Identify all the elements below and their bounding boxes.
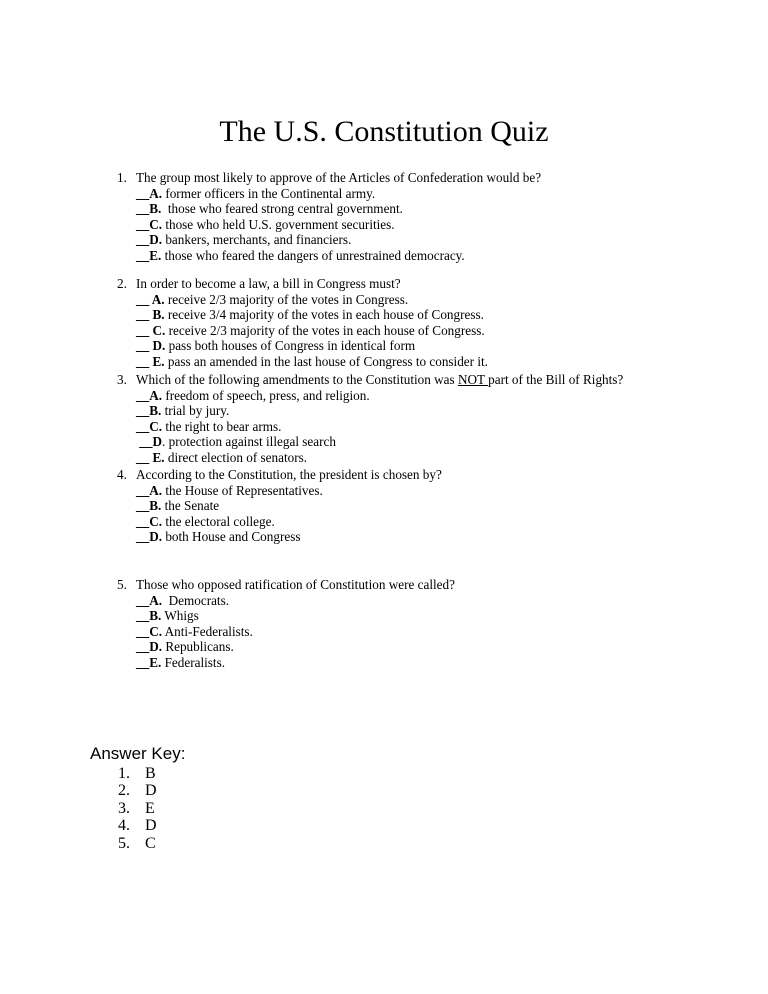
answer-option[interactable] xyxy=(136,403,370,419)
answer-key-item xyxy=(90,835,185,853)
option-text: those who held U.S. government securities. xyxy=(162,216,395,232)
option-text: pass both houses of Congress in identical form xyxy=(165,338,416,354)
option-text: Anti-Federalists. xyxy=(162,623,253,639)
question-number: 5. xyxy=(117,577,127,592)
answer-blank[interactable]: __ xyxy=(136,353,153,369)
option-text: freedom of speech, press, and religion. xyxy=(162,387,370,403)
answer-key-item xyxy=(90,765,185,783)
option-letter: D. xyxy=(149,639,163,655)
option-list xyxy=(136,292,488,370)
answer-option[interactable] xyxy=(136,624,253,640)
answer-number: 5. xyxy=(118,834,130,852)
option-list xyxy=(136,593,253,671)
answer-option[interactable] xyxy=(136,186,465,202)
answer-option[interactable] xyxy=(136,434,370,450)
question-text: Those who opposed ratification of Constitution were called? xyxy=(136,577,455,592)
option-text: direct election of senators. xyxy=(164,449,308,465)
answer-option[interactable] xyxy=(136,514,323,530)
question-text: part of the Bill of Rights? xyxy=(488,372,624,387)
answer-option[interactable] xyxy=(136,483,323,499)
answer-number: 1. xyxy=(118,764,130,782)
question-number: 4. xyxy=(117,467,127,482)
answer-option[interactable] xyxy=(136,388,370,404)
option-text: Federalists. xyxy=(161,654,226,670)
option-text: former officers in the Continental army. xyxy=(162,185,376,201)
answer-blank[interactable]: __ xyxy=(136,608,150,624)
answer-blank[interactable]: __ xyxy=(136,498,150,514)
option-text: Republicans. xyxy=(162,639,234,655)
answer-blank[interactable]: __ xyxy=(136,338,153,354)
answer-value: D xyxy=(145,817,157,834)
answer-blank[interactable]: __ xyxy=(136,201,150,217)
option-text: those who feared the dangers of unrestrained democracy. xyxy=(161,247,465,263)
answer-number: 2. xyxy=(118,782,130,799)
answer-option[interactable] xyxy=(136,419,370,435)
option-text: trial by jury. xyxy=(161,403,230,419)
option-text: the right to bear arms. xyxy=(162,418,282,434)
option-letter: C. xyxy=(149,513,163,529)
option-letter: C. xyxy=(149,418,163,434)
question-stem xyxy=(136,372,623,388)
option-text: receive 3/4 majority of the votes in each house of Congress. xyxy=(164,307,484,323)
option-letter: A. xyxy=(151,291,165,307)
option-letter: B. xyxy=(149,403,162,419)
option-text: the House of Representatives. xyxy=(162,482,323,498)
option-list xyxy=(136,186,465,264)
question-text: Which of the following amendments to the Constitution was xyxy=(136,372,458,387)
option-letter: A. xyxy=(149,482,163,498)
option-letter: D. xyxy=(152,338,166,354)
answer-blank[interactable]: __ xyxy=(136,185,150,201)
answer-number: 4. xyxy=(118,817,130,834)
question-stem xyxy=(136,276,401,292)
answer-key-heading: Answer Key: xyxy=(90,744,186,763)
answer-value: C xyxy=(145,834,156,852)
answer-option[interactable] xyxy=(136,232,465,248)
answer-blank[interactable]: __ xyxy=(136,307,153,323)
option-text: Whigs xyxy=(161,608,199,624)
option-letter: B. xyxy=(149,608,162,624)
option-text: Democrats. xyxy=(162,592,230,608)
answer-value: E xyxy=(145,799,155,817)
answer-blank[interactable]: __ xyxy=(136,387,150,403)
answer-blank[interactable]: __ xyxy=(136,291,152,307)
option-letter: D xyxy=(152,434,163,450)
option-letter: A. xyxy=(149,592,163,608)
page-title: The U.S. Constitution Quiz xyxy=(219,115,549,148)
answer-blank[interactable]: __ xyxy=(136,247,150,263)
option-letter: B. xyxy=(149,498,162,514)
option-letter: A. xyxy=(149,387,163,403)
option-letter: D. xyxy=(149,529,163,545)
question-stem xyxy=(136,170,541,186)
answer-blank[interactable]: __ xyxy=(136,513,150,529)
answer-blank[interactable]: __ xyxy=(136,403,150,419)
answer-key-list xyxy=(90,765,185,853)
answer-blank[interactable]: __ xyxy=(136,654,150,670)
option-letter: A. xyxy=(149,185,163,201)
option-text: the electoral college. xyxy=(162,513,275,529)
answer-blank[interactable]: __ xyxy=(136,418,150,434)
option-text: . protection against illegal search xyxy=(162,434,336,450)
answer-key-item xyxy=(90,782,185,800)
answer-blank[interactable]: __ xyxy=(136,322,153,338)
answer-option[interactable] xyxy=(136,498,323,514)
answer-key-item xyxy=(90,817,185,835)
answer-number: 3. xyxy=(118,799,130,817)
question-stem xyxy=(136,577,455,593)
option-text: receive 2/3 majority of the votes in each house of Congress. xyxy=(165,322,485,338)
answer-blank[interactable]: __ xyxy=(136,216,150,232)
answer-blank[interactable]: __ xyxy=(136,623,150,639)
question-stem xyxy=(136,467,442,483)
option-text: pass an amended in the last house of Congress to consider it. xyxy=(164,353,488,369)
option-list xyxy=(136,483,323,545)
question-number: 1. xyxy=(117,170,127,185)
answer-option[interactable] xyxy=(136,655,253,671)
answer-option[interactable] xyxy=(136,307,488,323)
option-letter: B. xyxy=(149,201,162,217)
answer-blank[interactable]: __ xyxy=(136,592,150,608)
answer-blank[interactable]: __ xyxy=(136,529,150,545)
answer-key xyxy=(90,745,185,852)
option-list xyxy=(136,388,370,466)
question-number: 2. xyxy=(117,276,127,291)
question-text: In order to become a law, a bill in Congress must? xyxy=(136,276,401,291)
answer-value: B xyxy=(145,764,156,782)
option-letter: D. xyxy=(149,232,163,248)
answer-option[interactable] xyxy=(136,217,465,233)
answer-value: D xyxy=(145,782,157,799)
option-letter: C. xyxy=(149,216,163,232)
option-text: those who feared strong central government. xyxy=(161,201,403,217)
answer-blank[interactable]: __ xyxy=(136,449,153,465)
question-text: The group most likely to approve of the Articles of Confederation would be? xyxy=(136,170,542,185)
answer-blank[interactable]: __ xyxy=(136,232,150,248)
option-letter: E. xyxy=(149,654,162,670)
option-letter: C. xyxy=(149,623,163,639)
answer-option[interactable] xyxy=(136,608,253,624)
answer-option[interactable] xyxy=(136,639,253,655)
answer-option[interactable] xyxy=(136,354,488,370)
option-text: receive 2/3 majority of the votes in Congress. xyxy=(164,291,409,307)
answer-option[interactable] xyxy=(136,323,488,339)
answer-blank[interactable]: __ xyxy=(136,639,150,655)
answer-blank[interactable]: __ xyxy=(136,434,153,450)
option-letter: C. xyxy=(152,322,166,338)
answer-option[interactable] xyxy=(136,593,253,609)
answer-key-item xyxy=(90,800,185,818)
option-text: the Senate xyxy=(161,498,220,514)
option-letter: E. xyxy=(152,449,165,465)
option-letter: B. xyxy=(152,307,165,323)
underlined-emphasis: NOT xyxy=(457,372,489,387)
option-letter: E. xyxy=(152,353,165,369)
answer-blank[interactable]: __ xyxy=(136,482,150,498)
answer-option[interactable] xyxy=(136,248,465,264)
answer-option[interactable] xyxy=(136,338,488,354)
option-text: bankers, merchants, and financiers. xyxy=(162,232,352,248)
answer-option[interactable] xyxy=(136,292,488,308)
answer-option[interactable] xyxy=(136,529,323,545)
answer-option[interactable] xyxy=(136,201,465,217)
option-text: both House and Congress xyxy=(162,529,301,545)
option-letter: E. xyxy=(149,247,162,263)
answer-option[interactable] xyxy=(136,450,370,466)
question-text: According to the Constitution, the president is chosen by? xyxy=(136,467,442,482)
question-number: 3. xyxy=(117,372,127,387)
